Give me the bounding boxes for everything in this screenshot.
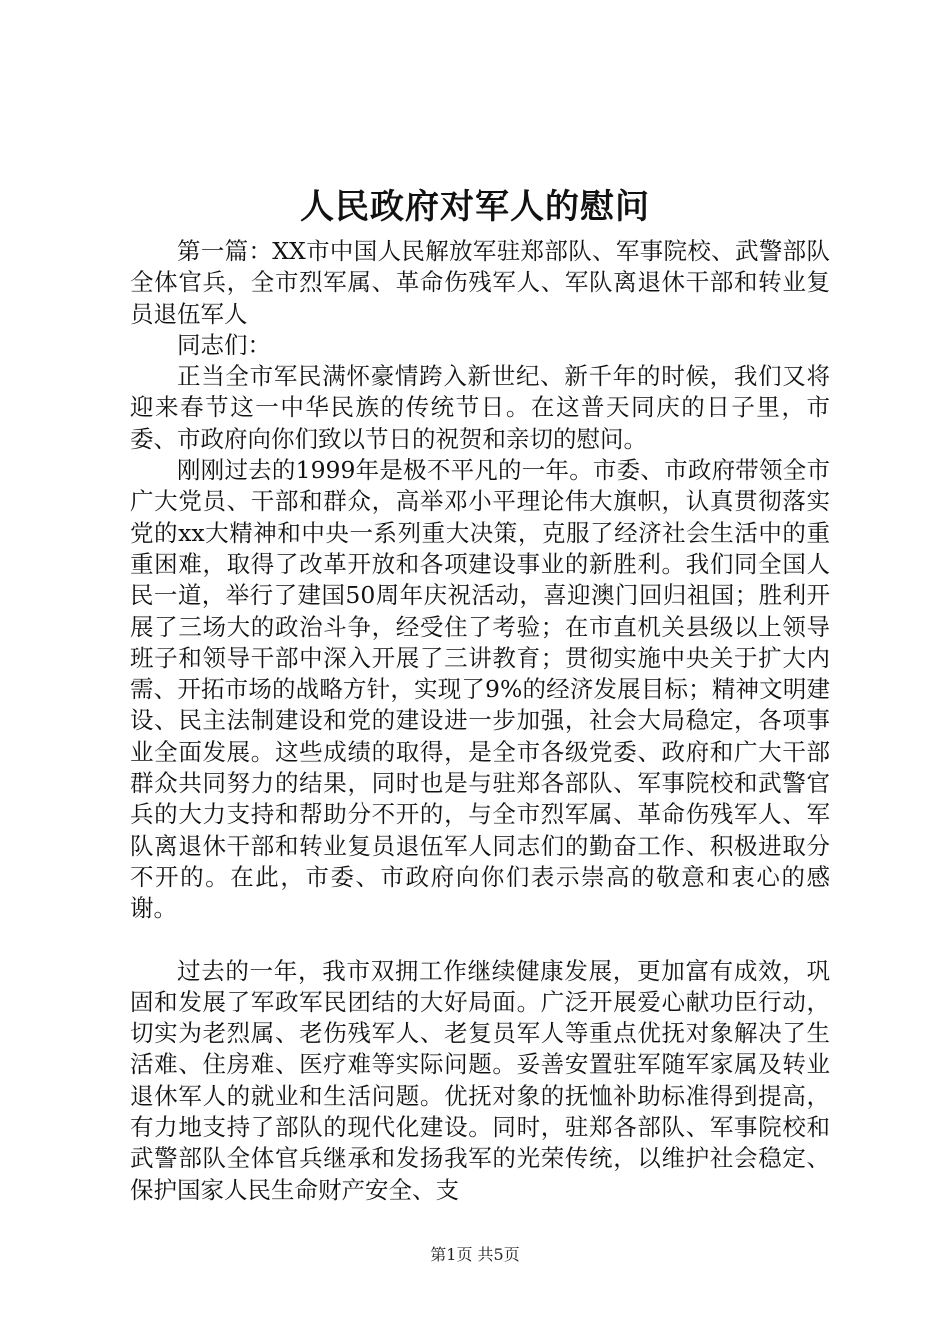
paragraph-greeting: 同志们：	[177, 330, 271, 359]
paragraph-salutation-recipients: 第一篇：XX市中国人民解放军驻郑部队、军事院校、武警部队全体官兵，全市烈军属、革命伤残军人、军队离退休干部和转业复员退伍军人	[130, 237, 830, 328]
document-title: 人民政府对军人的慰问	[300, 187, 650, 227]
page-number-footer: 第1页 共5页	[430, 1245, 520, 1264]
paragraph-festival-greetings: 正当全市军民满怀豪情跨入新世纪、新千年的时候，我们又将迎来春节这一中华民族的传统节日。在这普天同庆的日子里，市委、市政府向你们致以节日的祝贺和亲切的慰问。	[130, 362, 830, 453]
paragraph-1999-review: 刚刚过去的1999年是极不平凡的一年。市委、市政府带领全市广大党员、干部和群众，高举邓小平理论伟大旗帜，认真贯彻落实党的xx大精神和中央一系列重大决策，克服了经济社会生活中的重重困难，取得了改革开放和各项建设事业的新胜利。我们同全国人民一道，举行了建国50周年庆祝活动，喜迎澳门回归祖国；胜利开展了三场大的政治斗争，经受住了考验；在市直机关县级以上领导班子和领导干部中深入开展了三讲教育；贯彻实施中央关于扩大内需、开拓市场的战略方针，实现了9%的经济发展目标；精神文明建设、民主法制建设和党的建设进一步加强，社会大局稳定，各项事业全面发展。这些成绩的取得，是全市各级党委、政府和广大干部群众共同努力的结果，同时也是与驻郑各部队、军事院校和武警官兵的大力支持和帮助分不开的，与全市烈军属、革命伤残军人、军队离退休干部和转业复员退伍军人同志们的勤奋工作、积极进取分不开的。在此，市委、市政府向你们表示崇高的敬意和衷心的感谢。	[130, 456, 830, 923]
paragraph-double-support-work: 过去的一年，我市双拥工作继续健康发展，更加富有成效，巩固和发展了军政军民团结的大好局面。广泛开展爱心献功臣行动，切实为老烈属、老伤残军人、老复员军人等重点优抚对象解决了生活难、住房难、医疗难等实际问题。妥善安置驻军随军家属及转业退休军人的就业和生活问题。优抚对象的抚恤补助标准得到提高，有力地支持了部队的现代化建设。同时，驻郑各部队、军事院校和武警部队全体官兵继承和发扬我军的光荣传统，以维护社会稳定、保护国家人民生命财产安全、支	[130, 956, 830, 1204]
document-body	[130, 236, 830, 1206]
